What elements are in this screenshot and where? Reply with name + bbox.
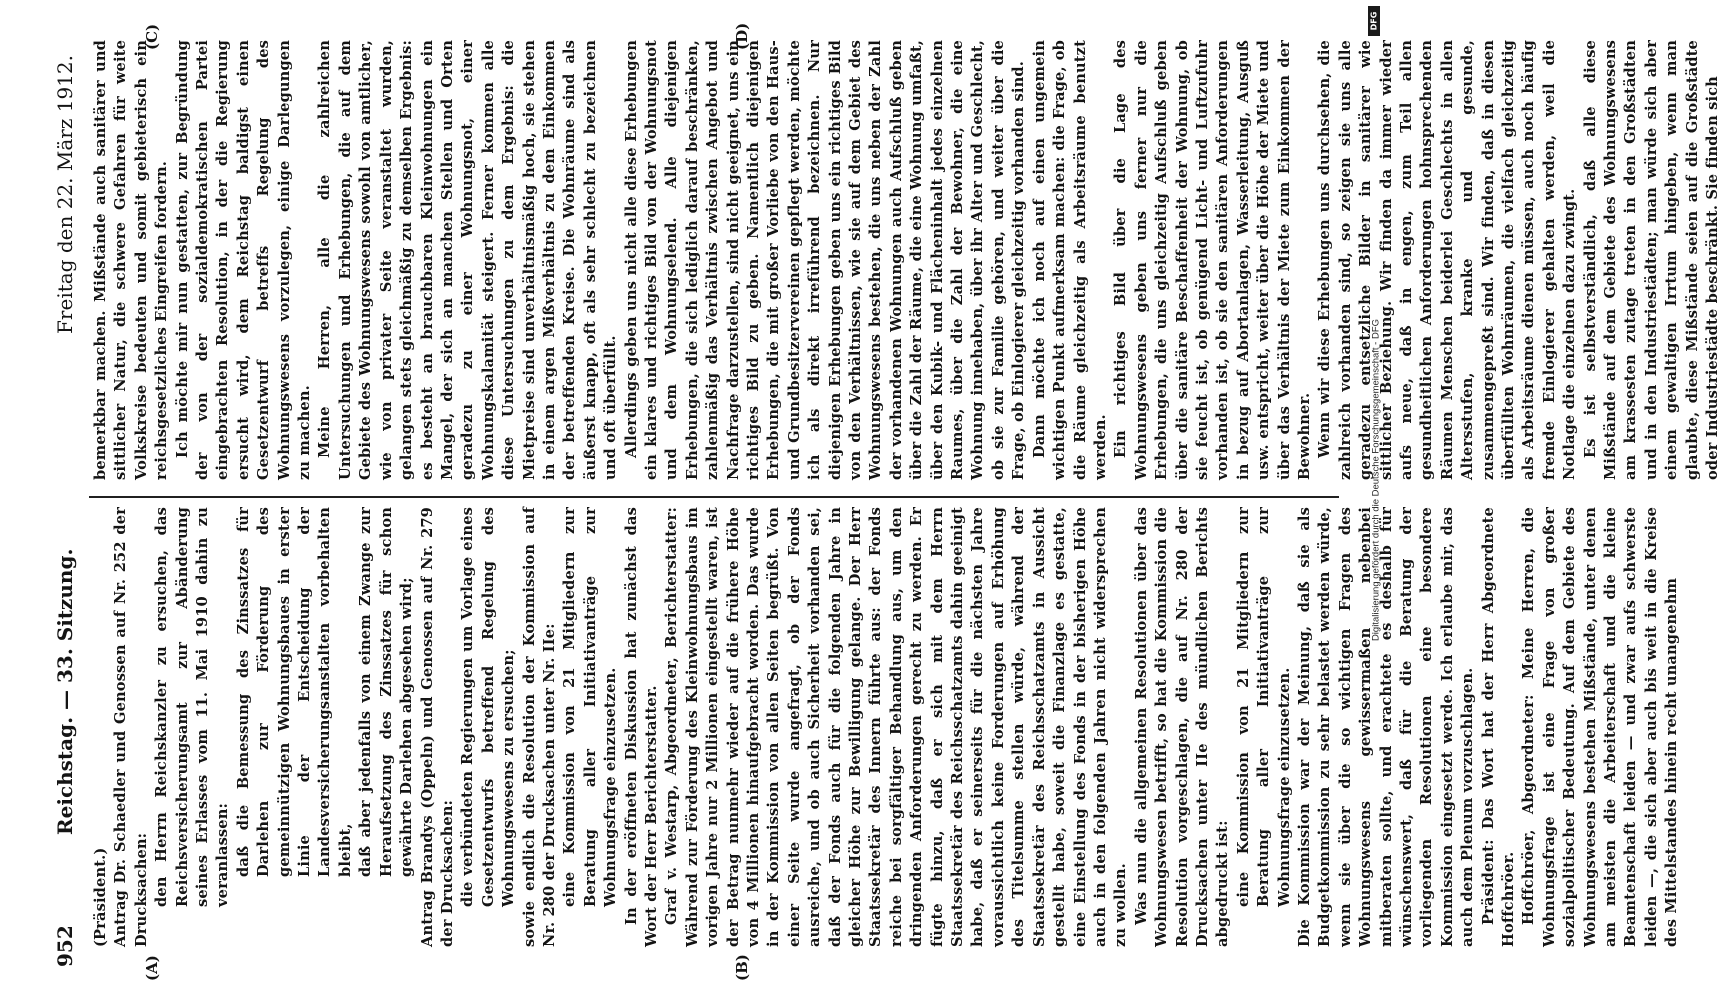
margin-mark-a: (A) [143, 955, 161, 981]
paragraph: Dann möchte ich noch auf einen ungemein wichtigen Punkt aufmerksam machen: die Frage, ob die Räume gleichzeitig als Arbeitsräume benutzt werden. [1030, 40, 1109, 480]
paragraph: Wenn wir diese Erhebungen uns durchsehen, die zahlreich vorhanden sind, so zeigen sie uns alle geradezu entsetzliche Bilder in sanitärer wie sittlicher Beziehung. Wir finden da immer wieder aufs neue, daß in engen, zum Teil allen gesundheitlichen Anforderungen hohnsprechenden Räumen Menschen beiderlei Geschlechts in allen Altersstufen, kranke und gesunde, zusammengepreßt sind. Wir finden, daß in diesen überfüllten Wohnräumen, die vielfach gleichzeitig als Arbeitsräume dienen müssen, auch noch häufig fremde Einlogierer gehalten werden, weil die Notlage die einzelnen dazu zwingt. [1316, 40, 1579, 480]
page-header [43, 15, 87, 985]
paragraph: daß die Bemessung des Zinssatzes für Darlehen zur Förderung des gemeinnützigen Wohnungsbaues in erster Linie der Entscheidung der Landesversicherungsanstalten vorbehalten bleibt, [234, 507, 354, 877]
paragraph: den Herrn Reichskanzler zu ersuchen, das Reichsversicherungsamt zur Abänderung seines Erlasses vom 11. Mai 1910 dahin zu veranlassen: [153, 507, 232, 907]
paragraph: Präsident: Das Wort hat der Herr Abgeordnete Hoffchröer. [1479, 507, 1518, 947]
paragraph: Ich möchte mir nun gestatten, zur Begründung der von der sozialdemokratischen Partei eingebrachten Resolution, in der die Regierung ersucht wird, dem Reichstag baldigst einen Gesetzentwurf betreffs Regelung des Wohnungswesens vorzulegen, einige Darlegungen zu machen. [173, 40, 314, 480]
paragraph: Graf v. Westarp, Abgeordneter, Berichterstatter: Während zur Förderung des Kleinwohnungsbaus im vorigen Jahre nur 2 Millionen eingestellt waren, ist der Betrag nunmehr wieder auf die frühere Höhe von 4 Millionen hinaufgebracht worden. Das wurde in der Kommission von allen Seiten begrüßt. Von einer Seite wurde angefragt, ob der Fonds ausreiche, und ob auch Sicherheit vorhanden sei, daß der Fonds auch für die folgenden Jahre in gleicher Höhe zur Bewilligung gelange. Der Herr Staatssekretär des Innern führte aus: der Fonds reiche bei sorgfältiger Behandlung aus, um den dringenden Anforderungen gerecht zu werden. Er fügte hinzu, daß er sich mit dem Herrn Staatssekretär des Reichsschatzamts dahin geeinigt habe, daß er seinerseits für die nächsten Jahre voraussichtlich keine Forderungen auf Erhöhung des Titelsumme stellen würde, während der Staatssekretär des Reichsschatzamts in Aussicht gestellt habe, soweit die Finanzlage es gestatte, eine Einstellung des Fonds in der bisherigen Höhe auch in den folgenden Jahren nicht widersprechen zu wollen. [663, 507, 1130, 947]
paragraph: bemerkbar machen. Mißstände auch sanitärer und sittlicher Natur, die schwere Gefahren für weite Volkskreise bedeuten und somit gebieterisch ein reichsgesetzliches Eingreifen fordern. [92, 40, 171, 480]
paragraph: Meine Herren, alle die zahlreichen Untersuchungen und Erhebungen, die auf dem Gebiete des Wohnungswesens sowohl von amtlicher, wie von privater Seite veranstaltet wurden, gelangen stets gleichmäßig zu demselben Ergebnis: es besteht an brauchbaren Kleinwohnungen ein Mangel, der sich an manchen Stellen und Orten geradezu zu einer Wohnungsnot, einer Wohnungskalamität steigert. Ferner kommen alle diese Untersuchungen zu dem Ergebnis: die Mietpreise sind unverhältnismäßig hoch, sie stehen in einem argen Mißverhältnis zu dem Einkommen der betreffenden Kreise. Die Wohnräume sind als äußerst knapp, oft als sehr schlecht zu bezeichnen und oft überfüllt. [316, 40, 620, 480]
paragraph: eine Kommission von 21 Mitgliedern zur Beratung aller Initiativanträge zur Wohnungsfrage einzusetzen. [1234, 507, 1293, 907]
left-column [91, 507, 1681, 947]
paragraph: sowie endlich die Resolution der Kommission auf Nr. 280 der Drucksachen unter Nr. IIe: [520, 507, 558, 947]
speaker-note: (Präsident.) [92, 847, 109, 947]
column-divider [89, 496, 1339, 498]
page-number: 952 [53, 925, 77, 967]
paragraph: Antrag Brandys (Oppeln) und Genossen auf Nr. 279 der Drucksachen: [418, 507, 456, 947]
paragraph: Hoffchröer, Abgeordneter: Meine Herren, die Wohnungsfrage ist eine Frage von großer sozialpolitischer Bedeutung. Auf dem Gebiete des Wohnungswesens bestehen Mißstände, unter denen am meisten die Arbeiterschaft und die kleine Beamtenschaft leiden — und zwar aufs schwerste leiden —, die sich aber auch bis weit in die Kreise des Mittelstandes hinein recht unangenehm [1520, 507, 1681, 947]
credit-text: Digitalisierung gefördert durch die Deutsche Forschungsgemeinschaft - DFG [1370, 318, 1382, 642]
paragraph: Antrag Dr. Schaedler und Genossen auf Nr. 252 der Drucksachen: [112, 507, 150, 947]
margin-mark-c: (C) [143, 23, 161, 50]
paragraph: Es ist selbstverständlich, daß alle diese Mißstände auf dem Gebiete des Wohnungswesens am krassesten zutage treten in den Großstädten und in den Industriestädten; man würde sich aber einem gewaltigen Irrtum hingeben, wenn man glaubte, diese Mißstände seien auf die Großstädte oder Industriestädte beschränkt. Sie finden sich [1581, 40, 1722, 480]
paragraph: eine Kommission von 21 Mitgliedern zur Beratung aller Initiativanträge zur Wohnungsfrage einzusetzen. [561, 507, 620, 907]
session-date: Freitag den 22. März 1912. [53, 55, 77, 334]
paragraph: In der eröffneten Diskussion hat zunächst das Wort der Herr Berichterstatter. [622, 507, 660, 947]
session-title: Reichstag. — 33. Sitzung. [53, 548, 77, 835]
paragraph: Ein richtiges Bild über die Lage des Wohnungswesens geben uns ferner nur die Erhebungen, die uns gleichzeitig Aufschluß geben über die sanitäre Beschaffenheit der Wohnung, ob sie feucht ist, ob genügend Licht- und Luftzufuhr vorhanden ist, ob sie den sanitären Anforderungen in bezug auf Abortanlagen, Wasserleitung, Ausguß usw. entspricht, weiter über die Höhe der Miete und über das Verhältnis der Miete zum Einkommen der Bewohner. [1112, 40, 1313, 480]
margin-mark-d: (D) [733, 22, 751, 50]
dfg-logo [1368, 6, 1380, 36]
margin-mark-b: (B) [733, 954, 751, 981]
dfg-logo-text: DFG [1369, 11, 1379, 31]
paragraph: die verbündeten Regierungen um Vorlage eines Gesetzentwurfs betreffend Regelung des Wohnungswesens zu ersuchen; [459, 507, 518, 907]
paragraph: Allerdings geben uns nicht alle diese Erhebungen ein klares und richtiges Bild von der Wohnungsnot und dem Wohnungselend. Alle diejenigen Erhebungen, die sich lediglich darauf beschränken, zahlenmäßig das Verhältnis zwischen Angebot und Nachfrage darzustellen, sind nicht geeignet, uns ein richtiges Bild zu geben. Namentlich diejenigen Erhebungen, die mit großer Vorliebe von den Haus- und Grundbesitzervereinen gepflegt werden, möchte ich als direkt irreführend bezeichnen. Nur diejenigen Erhebungen geben uns ein richtiges Bild von den Verhältnissen, wie sie auf dem Gebiet des Wohnungswesens bestehen, die uns neben der Zahl der vorhandenen Wohnungen auch Aufschluß geben über die Zahl der Räume, die eine Wohnung umfaßt, über den Kubik- und Flächeninhalt jedes einzelnen Raumes, über die Zahl der Bewohner, die eine Wohnung innehaben, über ihr Alter und Geschlecht, ob sie zur Familie gehören, und weiter über die Frage, ob Einlogierer gleichzeitig vorhanden sind. [622, 40, 1028, 480]
paragraph: daß aber jedenfalls von einem Zwange zur Heraufsetzung des Zinssatzes für schon gewährte Darlehen abgesehen wird; [357, 507, 416, 877]
paragraph: Die Kommission war der Meinung, daß sie als Budgetkommission zu sehr belastet werden würde, wenn sie über die so wichtigen Fragen des Wohnungswesens gewissermaßen nebenbei mitberaten sollte, und erachtete es deshalb für wünschenswert, daß für die Beratung der vorliegenden Resolutionen eine besondere Kommission eingesetzt werde. Ich erlaube mir, das auch dem Plenum vorzuschlagen. [1295, 507, 1477, 947]
paragraph: Was nun die allgemeinen Resolutionen über das Wohnungswesen betrifft, so hat die Kommission die Resolution vorgeschlagen, die auf Nr. 280 der Drucksachen unter IIe des mündlichen Berichts abgedruckt ist: [1132, 507, 1232, 947]
